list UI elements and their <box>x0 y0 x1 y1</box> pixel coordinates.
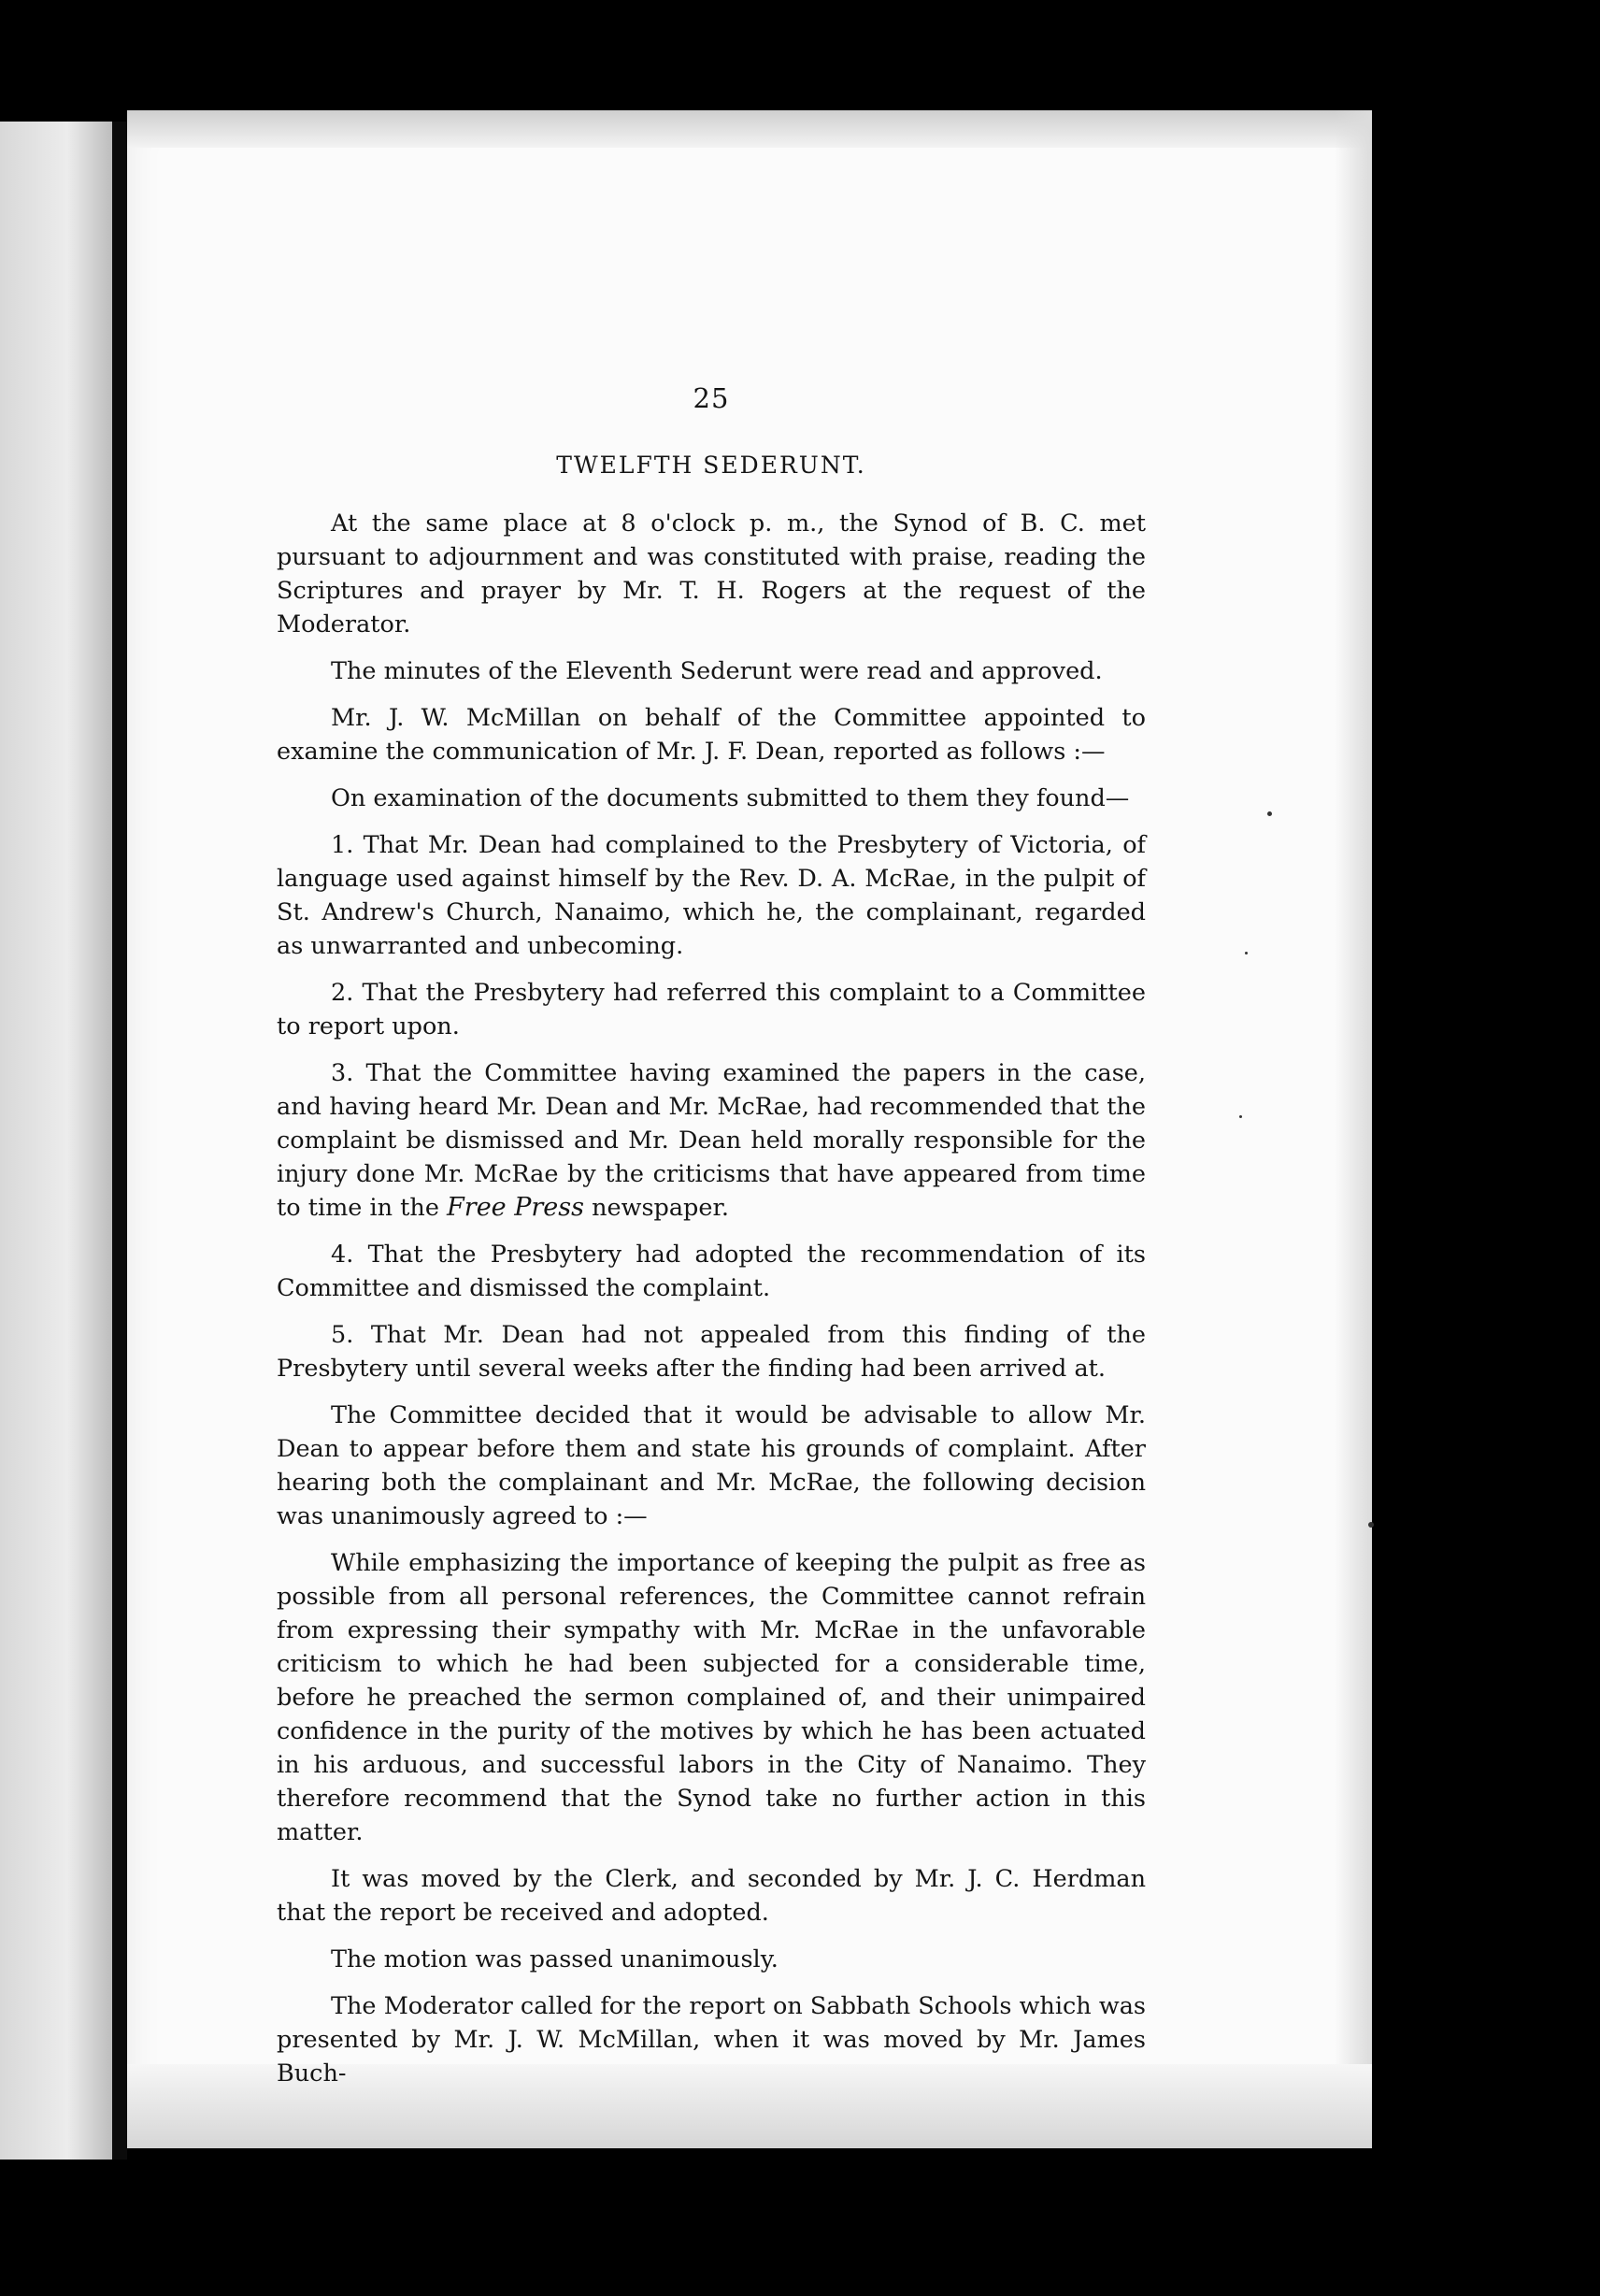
document-body <box>277 381 1146 2103</box>
scan-speck <box>1239 1115 1242 1118</box>
left-page-edge <box>0 122 112 2160</box>
newspaper-title: Free Press <box>447 1193 584 1222</box>
paragraph: On examination of the documents submitted to them they found— <box>331 784 1130 812</box>
page-gutter <box>112 122 127 2160</box>
paragraph: At the same place at 8 o'clock p. m., the Synod of B. C. met pursuant to adjournment and was constituted with praise, reading the Scriptures and prayer by Mr. T. H. Rogers at the request of the Moderator. <box>277 509 1146 639</box>
paragraph: The Committee decided that it would be advisable to allow Mr. Dean to appear before them and state his grounds of complaint. After hearing both the complainant and Mr. McRae, the following decision was unanimously agreed to :— <box>277 1401 1146 1530</box>
page-right-shadow <box>1335 110 1372 2148</box>
numbered-finding: 4. That the Presbytery had adopted the recommendation of its Committee and dismissed the complaint. <box>277 1241 1146 1302</box>
numbered-finding: 1. That Mr. Dean had complained to the Presbytery of Victoria, of language used against himself by the Rev. D. A. McRae, in the pulpit of St. Andrew's Church, Nanaimo, which he, the complainant, regarded as unwarranted and unbecoming. <box>277 831 1146 960</box>
paragraph: The Moderator called for the report on Sabbath Schools which was presented by Mr. J. W. McMillan, when it was moved by Mr. James Buch- <box>277 1992 1146 2088</box>
page-top-edge <box>127 110 1372 148</box>
section-heading: TWELFTH SEDERUNT. <box>556 452 866 479</box>
paragraph: The motion was passed unanimously. <box>331 1945 779 1973</box>
paragraph: It was moved by the Clerk, and seconded by Mr. J. C. Herdman that the report be received and adopted. <box>277 1865 1146 1927</box>
numbered-finding: 2. That the Presbytery had referred this complaint to a Committee to report upon. <box>277 979 1146 1040</box>
finding-text: newspaper. <box>584 1194 729 1222</box>
document-page <box>127 110 1372 2148</box>
committee-decision: While emphasizing the importance of keeping the pulpit as free as possible from all personal references, the Committee cannot refrain from expressing their sympathy with Mr. McRae in the unfavorable criticism to which he had been subjected for a considerable time, before he preached the sermon complained of, and their unimpaired confidence in the purity of the motives by which he has been actuated in his arduous, and successful labors in the City of Nanaimo. They therefore recommend that the Synod take no further action in this matter. <box>277 1549 1146 1846</box>
scan-speck <box>1245 952 1248 954</box>
numbered-finding: 5. That Mr. Dean had not appealed from this finding of the Presbytery until several weeks after the finding had been arrived at. <box>277 1321 1146 1383</box>
paragraph: Mr. J. W. McMillan on behalf of the Committee appointed to examine the communication of Mr. J. F. Dean, reported as follows :— <box>277 704 1146 766</box>
finding-text: 3. That the Committee having examined the papers in the case, and having heard Mr. Dean and Mr. McRae, had recommended that the complaint be dismissed and Mr. Dean held morally responsible for the injury done Mr. McRae by the criticisms that have appeared from time to time in the <box>277 1059 1146 1222</box>
scan-speck <box>1267 811 1272 816</box>
scan-speck <box>1368 1522 1374 1528</box>
page-number: 25 <box>693 382 730 414</box>
paragraph: The minutes of the Eleventh Sederunt were read and approved. <box>331 657 1103 685</box>
numbered-finding <box>277 1056 1146 1225</box>
